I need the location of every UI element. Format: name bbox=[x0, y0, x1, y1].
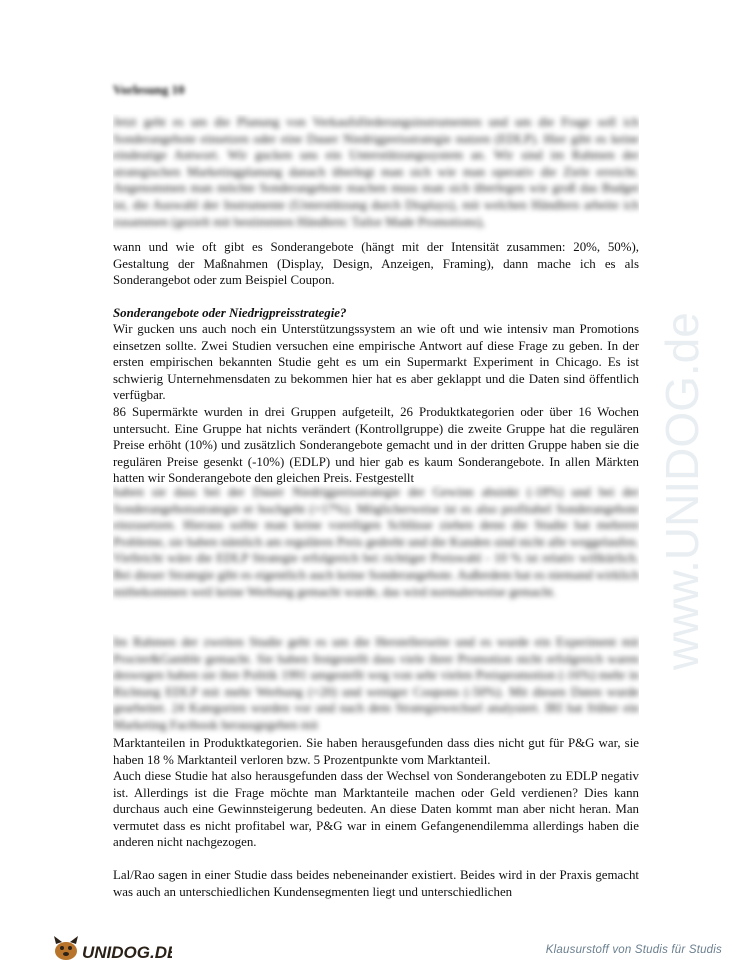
blurred-intro-block: Jetzt geht es um die Planung von Verkaufsförderungsinstrumenten und um die Frage soll ich Sonderangebote einsetzen oder eine Dauer Niedrigpreisstrategie nutzen (EDLP). Hier gibt es keine eindeutige Antwort. Wir gucken uns ein Unterstützungssystem an. Wir sind im Rahmen der strategischen Marketingplanung danach überlegt man sich wie man operativ die Ziele erreicht. Angenommen man möchte Sonderangebote machen muss man sich überlegen wie groß das Budget ist, die Auswahl der Instrumente (Unterstützung durch Displays), mit welchen Händlern arbeite ich zusammen (gezielt mit bestimmten Händlern: Tailor Made Promotions), bbox=[113, 115, 639, 229]
blurred-middle-block: haben sie dass bei der Dauer Niedrigpreisstrategie der Gewinn absinkt (-18%) und bei der Sonderangebotsstrategie er hochgeht (+17%). Möglicherweise ist es also profitabel Sonderangebote einzusetzen. Hieraus sollte man keine voreiligen Schlüsse ziehen denn die Studie hat mehrere Probleme, sie haben nämlich am regulären Preis gedreht und die Kunden sind nicht alle weggelaufen. Vielleicht wäre die EDLP Strategie erfolgreich bei richtiger Preiswahl - 10 % ist relativ willkürlich. Bei dieser Strategie gibt es eigentlich auch keine Sonderangebote. Außerdem hat es niemand wirklich mitbekommen weil keine Werbung gemacht wurde, das wird normalerweise gemacht. bbox=[113, 485, 639, 599]
page-heading: Vorlesung 10 bbox=[113, 83, 185, 97]
section-paragraph-2: 86 Supermärkte wurden in drei Gruppen aufgeteilt, 26 Produktkategorien oder über 16 Wochen untersucht. Eine Gruppe hat nichts verändert (Kontrollgruppe) die zweite Gruppe hat die regulären Preise erhöht (10%) und zusätzlich Sonderangebote gemacht und in der dritten Gruppe haben sie die regulären Preise gesenkt (-10%) (EDLP) und hier gab es kaum Sonderangebote. In allen Märkten hatten wir Sonderangebote den gleichen Preis. Festgestellt bbox=[113, 405, 639, 486]
blurred-second-study-block: Im Rahmen der zweiten Studie geht es um die Herstellerseite und es wurde ein Experiment mit Procter&Gamble gemacht. Sie haben festgestellt dass viele ihrer Promotion nicht erfolgreich waren deswegen haben sie ihre Politik 1991 umgestellt weg von sehr vielen Preispromotion (-16%) mehr in Richtung EDLP mit mehr Werbung (+20) und weniger Coupons (-50%). Mit diesen Daten wurde gearbeitet. 24 Kategorien wurden vor und nach dem Strategiewechsel analysiert. IRI hat früher ein Marketing Factbook herausgegeben mit bbox=[113, 635, 639, 732]
footer-tagline: Klausurstoff von Studis für Studis bbox=[545, 944, 722, 956]
logo-text: UNIDOG.DE bbox=[82, 943, 172, 962]
watermark-text: www.UNIDOG.de bbox=[656, 312, 708, 670]
study-conclusion-paragraph: Auch diese Studie hat also herausgefunden dass der Wechsel von Sonderangeboten zu EDLP negativ ist. Allerdings ist die Frage möchte man Marktanteile machen oder Geld verdienen? Dies kann durchaus auch eine Gewinnsteigerung bedeuten. An diese Daten kommt man aber nicht heran. Man vermutet dass es nicht profitabel war, P&G war in einem Gefangenendilemma allerdings haben die anderen nicht nachgezogen. bbox=[113, 769, 639, 850]
watermark-graphic bbox=[646, 260, 716, 680]
intro-visible-block: wann und wie oft gibt es Sonderangebote (hängt mit der Intensität zusammen: 20%, 50%), Gestaltung der Maßnahmen (Display, Design, Anzeigen, Framing), dann mache ich es als Sonderangebot oder zum Beispiel Coupon. bbox=[113, 240, 639, 288]
pg-market-share-paragraph: Marktanteilen in Produktkategorien. Sie haben herausgefunden dass dies nicht gut für P&G war, sie haben 18 % Marktanteil verloren bzw. 5 Prozentpunkte vom Marktanteil. bbox=[113, 736, 639, 767]
section-paragraph-1: Wir gucken uns auch noch ein Unterstützungssystem an wie oft und wie intensiv man Promotions einsetzen sollte. Zwei Studien versuchen eine empirische Antwort auf diese Frage zu geben. In der ersten empirischen bekannten Studie geht es um ein Supermarkt Experiment in Chicago. Es ist schwierig Unternehmensdaten zu bekommen hier hat es aber geklappt und die Daten sind öffentlich verfügbar. bbox=[113, 322, 639, 403]
lal-rao-paragraph: Lal/Rao sagen in einer Studie dass beides nebeneinander existiert. Beides wird in der Praxis gemacht was auch an unterschiedlichen Kundensegmenten liegt und unterschiedlichen bbox=[113, 868, 639, 899]
unidog-logo bbox=[52, 932, 172, 964]
watermark bbox=[646, 260, 716, 680]
section-title: Sonderangebote oder Niedrigpreisstrategie? bbox=[113, 306, 347, 320]
dog-logo-icon bbox=[52, 932, 172, 964]
